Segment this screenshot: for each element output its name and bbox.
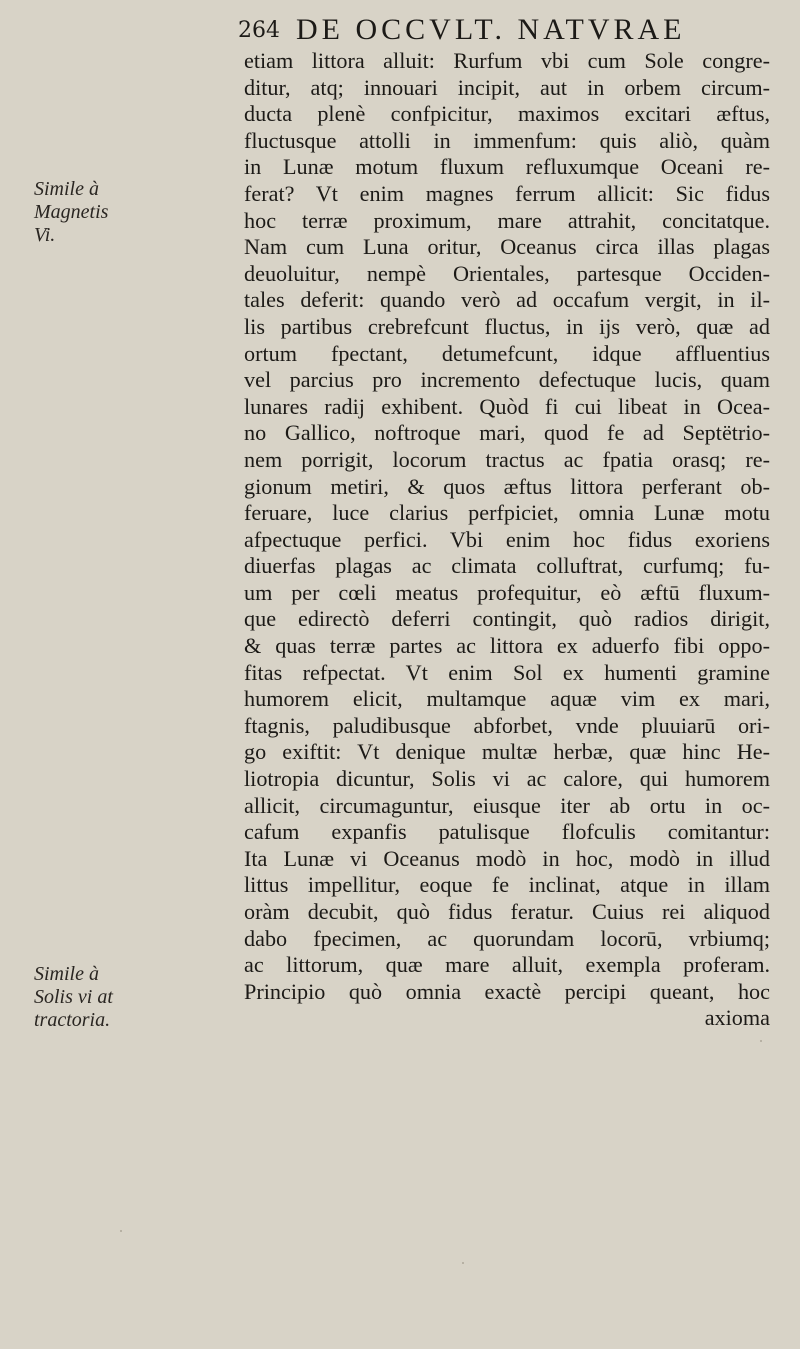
text-line: ducta plenè confpicitur, maximos excitari æftus, — [244, 101, 770, 127]
text-line: deuoluitur, nempè Orientales, partesque Occiden- — [244, 260, 770, 286]
text-line: hoc terræ proximum, mare attrahit, concitatque. — [244, 207, 770, 233]
margin-note-sun — [34, 963, 134, 1032]
text-line: nem porrigit, locorum tractus ac fpatia orasq; re- — [244, 446, 770, 472]
text-line: go exiftit: Vt denique multæ herbæ, quæ hinc He- — [244, 739, 770, 765]
text-line: no Gallico, noftroque mari, quod fe ad Septëtrio- — [244, 420, 770, 446]
paper-speck — [760, 1040, 762, 1042]
paper-speck — [120, 1230, 122, 1232]
text-line: lunares radij exhibent. Quòd fi cui libeat in Ocea- — [244, 393, 770, 419]
text-line: ac littorum, quæ mare alluit, exempla proferam. — [244, 952, 770, 978]
text-line: que edirectò deferri contingit, quò radios dirigit, — [244, 606, 770, 632]
text-line: Ita Lunæ vi Oceanus modò in hoc, modò in illud — [244, 845, 770, 871]
text-line: & quas terræ partes ac littora ex aduerfo fibi oppo- — [244, 633, 770, 659]
text-line: cafum expanfis patulisque flofculis comitantur: — [244, 819, 770, 845]
text-line: Principio quò omnia exactè percipi queant, hoc — [244, 978, 770, 1004]
text-line: ortum fpectant, detumefcunt, idque affluentius — [244, 340, 770, 366]
text-line: oràm decubit, quò fidus feratur. Cuius rei aliquod — [244, 899, 770, 924]
text-line: gionum metiri, & quos æftus littora perferant ob- — [244, 473, 770, 499]
text-line: fluctusque attolli in immenfum: quis aliò, quàm — [244, 127, 770, 153]
text-line: vel parcius pro incremento defectuque lucis, quam — [244, 367, 770, 393]
margin-note-line: tractoria. — [34, 1009, 111, 1031]
text-line: diuerfas plagas ac climata colluftrat, curfumq; fu- — [244, 553, 770, 579]
margin-note-line: Vi. — [34, 224, 56, 246]
text-line: ftagnis, paludibusque abforbet, vnde pluuiarū ori- — [244, 712, 770, 738]
text-line: ferat? Vt enim magnes ferrum allicit: Sic fidus — [244, 180, 770, 206]
text-line: lis partibus crebrefcunt fluctus, in ijs verò, quæ ad — [244, 313, 770, 339]
text-line: afpectuque perfici. Vbi enim hoc fidus exoriens — [244, 526, 770, 552]
text-line: allicit, circumaguntur, eiusque iter ab ortu in oc- — [244, 792, 770, 818]
text-line: liotropia dicuntur, Solis vi ac calore, qui humorem — [244, 766, 770, 792]
page-header — [238, 10, 768, 50]
margin-note-line: Simile à — [34, 963, 99, 985]
text-line: in Lunæ motum fluxum refluxumque Oceani re- — [244, 154, 770, 180]
margin-note-magnet — [34, 178, 134, 247]
text-line: fitas refpectat. Vt enim Sol ex humenti gramine — [244, 659, 770, 685]
text-line: tales deferit: quando verò ad occafum vergit, in il- — [244, 287, 770, 313]
running-title: DE OCCVLT. NATVRAE — [296, 13, 686, 46]
text-line: humorem elicit, multamque aquæ vim ex mari, — [244, 686, 770, 712]
margin-note-line: Magnetis — [34, 201, 109, 223]
text-line: ditur, atq; innouari incipit, aut in orbem circum- — [244, 74, 770, 100]
margin-note-line: Simile à — [34, 178, 99, 200]
text-line: etiam littora alluit: Rurfum vbi cum Sole congre- — [244, 48, 770, 73]
text-line: littus impellitur, eoque fe inclinat, atque in illam — [244, 872, 770, 898]
margin-note-line: Solis vi at — [34, 986, 113, 1008]
text-line: axioma — [704, 1005, 770, 1031]
text-line: feruare, luce clarius perfpiciet, omnia Lunæ motu — [244, 500, 770, 526]
body-text — [244, 48, 770, 1032]
text-line: um per cœli meatus profequitur, eò æftū fluxum- — [244, 579, 770, 605]
page-number: 264 — [238, 18, 280, 43]
text-line: Nam cum Luna oritur, Oceanus circa illas plagas — [244, 234, 770, 260]
text-line: dabo fpecimen, ac quorundam locorū, vrbiumq; — [244, 925, 770, 951]
paper-speck — [462, 1262, 464, 1264]
